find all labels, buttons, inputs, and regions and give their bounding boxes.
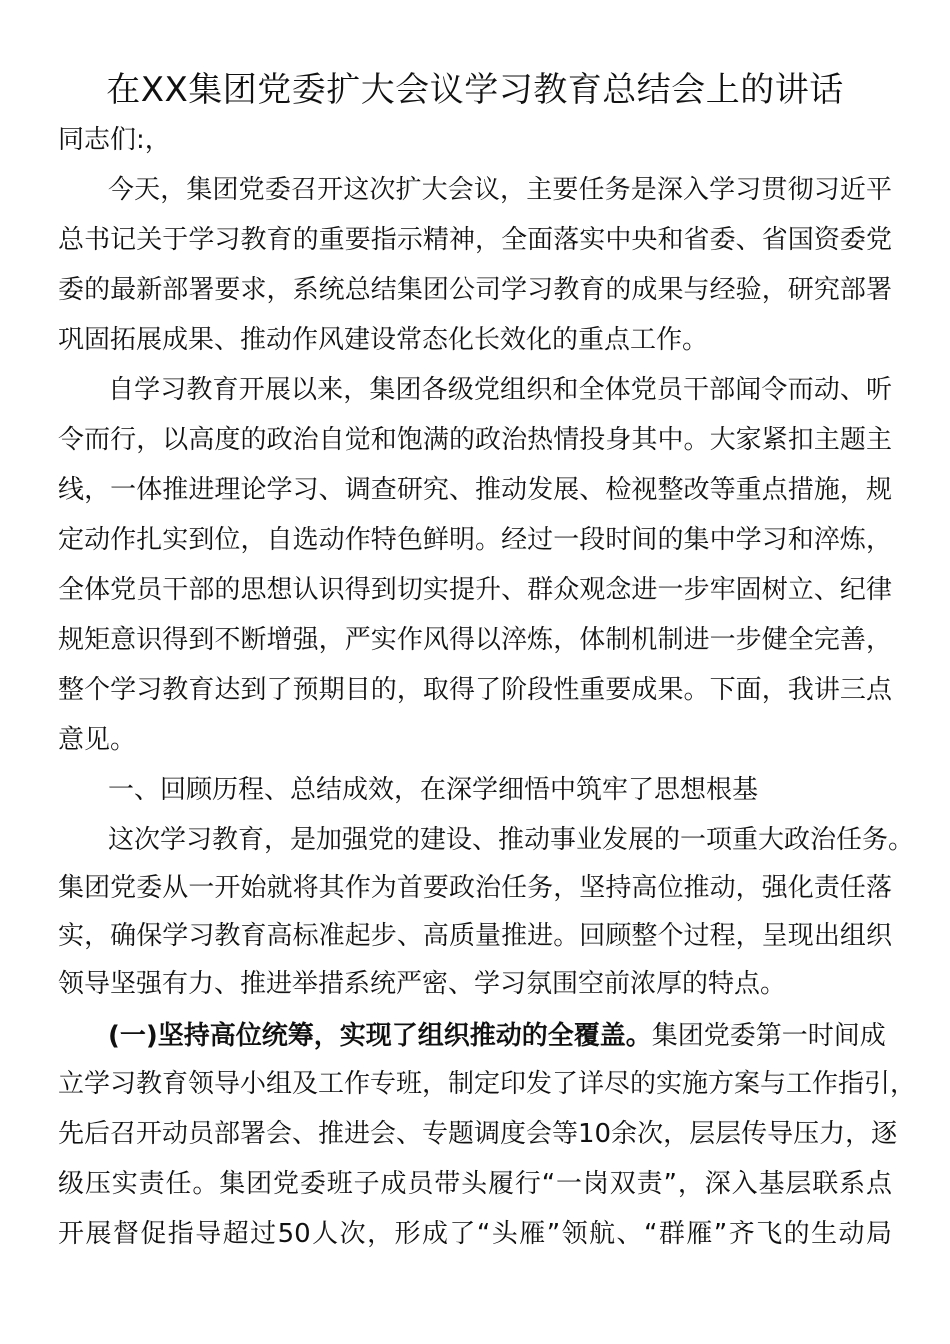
paragraph-line: 先后召开动员部署会、推进会、专题调度会等10余次，层层传导压力，逐	[58, 1119, 898, 1149]
paragraph-line: 总书记关于学习教育的重要指示精神，全面落实中央和省委、省国资委党	[58, 225, 892, 255]
subsection-line	[108, 1016, 892, 1056]
section-heading: 一、回顾历程、总结成效，在深学细悟中筑牢了思想根基	[108, 775, 759, 805]
paragraph-line: 定动作扎实到位，自选动作特色鲜明。经过一段时间的集中学习和淬炼，	[58, 525, 892, 555]
paragraph-line: 规矩意识得到不断增强，严实作风得以淬炼，体制机制进一步健全完善，	[58, 625, 892, 655]
paragraph-line: 自学习教育开展以来，集团各级党组织和全体党员干部闻令而动、听	[108, 375, 892, 405]
subsection-heading: (一)坚持高位统筹，实现了组织推动的全覆盖。	[108, 1021, 652, 1051]
subsection-text: 集团党委第一时间成	[651, 1021, 886, 1051]
paragraph-line: 今天，集团党委召开这次扩大会议，主要任务是深入学习贯彻习近平	[108, 175, 892, 205]
paragraph-line: 线，一体推进理论学习、调查研究、推动发展、检视整改等重点措施，规	[58, 475, 892, 505]
document-title: 在XX集团党委扩大会议学习教育总结会上的讲话	[106, 70, 844, 110]
paragraph-line: 巩固拓展成果、推动作风建设常态化长效化的重点工作。	[58, 325, 709, 355]
paragraph-line: 开展督促指导超过50人次，形成了“头雁”领航、“群雁”齐飞的生动局	[58, 1219, 892, 1249]
paragraph-line: 令而行，以高度的政治自觉和饱满的政治热情投身其中。大家紧扣主题主	[58, 425, 892, 455]
paragraph-line: 立学习教育领导小组及工作专班，制定印发了详尽的实施方案与工作指引，	[58, 1069, 917, 1099]
paragraph-line: 这次学习教育，是加强党的建设、推动事业发展的一项重大政治任务。	[108, 825, 915, 855]
paragraph-line: 领导坚强有力、推进举措系统严密、学习氛围空前浓厚的特点。	[58, 969, 787, 999]
paragraph-line: 级压实责任。集团党委班子成员带头履行“一岗双责”，深入基层联系点	[58, 1169, 892, 1199]
salutation: 同志们:，	[58, 125, 171, 155]
paragraph-line: 整个学习教育达到了预期目的，取得了阶段性重要成果。下面，我讲三点	[58, 675, 892, 705]
paragraph-line: 集团党委从一开始就将其作为首要政治任务，坚持高位推动，强化责任落	[58, 873, 892, 903]
paragraph-line: 全体党员干部的思想认识得到切实提升、群众观念进一步牢固树立、纪律	[58, 575, 892, 605]
paragraph-line: 实，确保学习教育高标准起步、高质量推进。回顾整个过程，呈现出组织	[58, 921, 892, 951]
paragraph-line: 意见。	[58, 725, 137, 755]
paragraph-line: 委的最新部署要求，系统总结集团公司学习教育的成果与经验，研究部署	[58, 275, 892, 305]
